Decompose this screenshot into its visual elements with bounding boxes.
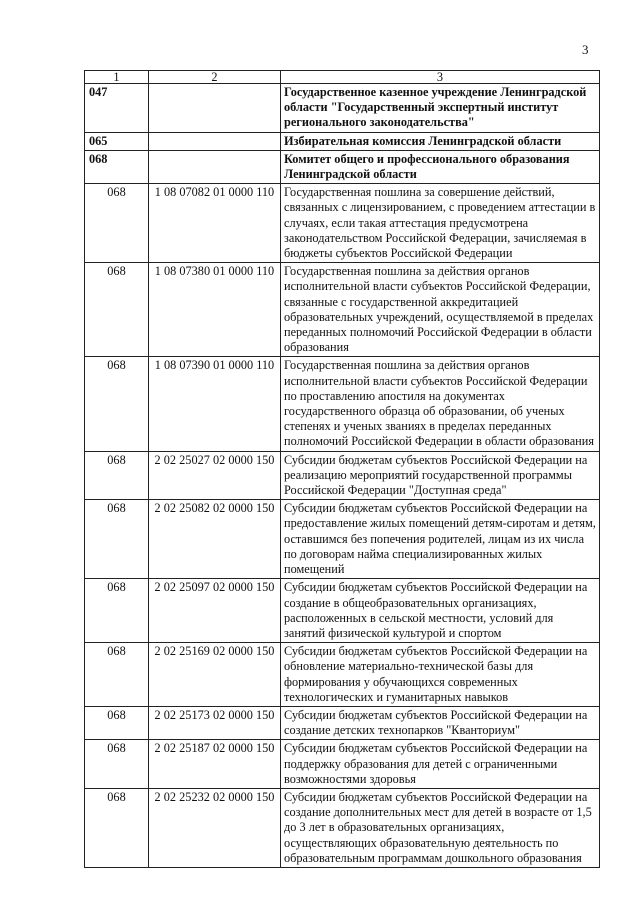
budget-code-cell: 1 08 07380 01 0000 110 — [149, 263, 281, 357]
column-header-admin: 1 — [85, 71, 149, 84]
table-row — [85, 788, 600, 867]
admin-code-cell: 068 — [85, 150, 149, 183]
budget-code-cell: 2 02 25027 02 0000 150 — [149, 451, 281, 500]
admin-code-cell: 068 — [85, 706, 149, 739]
table-row — [85, 500, 600, 579]
revenue-name-cell: Субсидии бюджетам субъектов Российской Федерации на поддержку образования для детей с ограниченными возможностями здоровья — [281, 740, 600, 789]
admin-code-cell: 068 — [85, 500, 149, 579]
table-row — [85, 357, 600, 451]
table-row — [85, 184, 600, 263]
page-number: 3 — [582, 42, 589, 57]
admin-code-cell: 068 — [85, 643, 149, 707]
revenue-name-cell: Комитет общего и профессионального образования Ленинградской области — [281, 150, 600, 183]
table-row — [85, 84, 600, 133]
revenue-name-cell: Субсидии бюджетам субъектов Российской Федерации на реализацию мероприятий государственной программы Российской Федерации "Доступная среда" — [281, 451, 600, 500]
revenue-codes-table — [84, 70, 600, 868]
budget-code-cell: 2 02 25097 02 0000 150 — [149, 579, 281, 643]
table-row — [85, 132, 600, 150]
revenue-name-cell: Субсидии бюджетам субъектов Российской Федерации на создание дополнительных мест для детей в возрасте от 1,5 до 3 лет в образовательных организациях, осуществляющих образовательную деятельность по образовательным программам дошкольного образования — [281, 788, 600, 867]
table-row — [85, 579, 600, 643]
table-row — [85, 740, 600, 789]
admin-code-cell: 068 — [85, 357, 149, 451]
revenue-name-cell: Субсидии бюджетам субъектов Российской Федерации на обновление материально-технической базы для формирования у обучающихся современных технологических и гуманитарных навыков — [281, 643, 600, 707]
column-header-code: 2 — [149, 71, 281, 84]
admin-code-cell: 047 — [85, 84, 149, 133]
admin-code-cell: 068 — [85, 579, 149, 643]
revenue-name-cell: Субсидии бюджетам субъектов Российской Федерации на создание детских технопарков "Кванториум" — [281, 706, 600, 739]
revenue-name-cell: Субсидии бюджетам субъектов Российской Федерации на создание в общеобразовательных организациях, расположенных в сельской местности, условий для занятий физической культурой и спортом — [281, 579, 600, 643]
table-row — [85, 643, 600, 707]
budget-code-cell: 1 08 07082 01 0000 110 — [149, 184, 281, 263]
revenue-name-cell: Государственная пошлина за действия органов исполнительной власти субъектов Российской Федерации, связанные с государственной аккредитацией образовательных учреждений, осуществляемой в пределах переданных полномочий Российской Федерации в области образования — [281, 263, 600, 357]
admin-code-cell: 065 — [85, 132, 149, 150]
revenue-name-cell: Государственное казенное учреждение Ленинградской области "Государственный экспертный институт регионального законодательства" — [281, 84, 600, 133]
revenue-name-cell: Государственная пошлина за действия органов исполнительной власти субъектов Российской Федерации по проставлению апостиля на документах государственного образца об образовании, об ученых степенях и ученых званиях в пределах переданных полномочий Российской Федерации в области образования — [281, 357, 600, 451]
budget-code-cell: 2 02 25082 02 0000 150 — [149, 500, 281, 579]
budget-code-cell: 2 02 25187 02 0000 150 — [149, 740, 281, 789]
budget-code-cell: 2 02 25169 02 0000 150 — [149, 643, 281, 707]
table-row — [85, 706, 600, 739]
revenue-name-cell: Государственная пошлина за совершение действий, связанных с лицензированием, с проведением аттестации в случаях, если такая аттестация предусмотрена законодательством Российской Федерации, зачисляемая в бюджеты субъектов Российской Федерации — [281, 184, 600, 263]
table-row — [85, 150, 600, 183]
column-header-name: 3 — [281, 71, 600, 84]
table-body — [85, 84, 600, 868]
revenue-name-cell: Избирательная комиссия Ленинградской области — [281, 132, 600, 150]
budget-code-cell: 2 02 25232 02 0000 150 — [149, 788, 281, 867]
admin-code-cell: 068 — [85, 184, 149, 263]
table-row — [85, 263, 600, 357]
table-row — [85, 451, 600, 500]
budget-code-cell — [149, 132, 281, 150]
budget-code-cell — [149, 84, 281, 133]
admin-code-cell: 068 — [85, 263, 149, 357]
admin-code-cell: 068 — [85, 788, 149, 867]
revenue-name-cell: Субсидии бюджетам субъектов Российской Федерации на предоставление жилых помещений детям-сиротам и детям, оставшимся без попечения родителей, лицам из их числа по договорам найма специализированных жилых помещений — [281, 500, 600, 579]
budget-code-cell: 2 02 25173 02 0000 150 — [149, 706, 281, 739]
admin-code-cell: 068 — [85, 451, 149, 500]
budget-code-cell — [149, 150, 281, 183]
table-header-row — [85, 71, 600, 84]
budget-code-cell: 1 08 07390 01 0000 110 — [149, 357, 281, 451]
admin-code-cell: 068 — [85, 740, 149, 789]
